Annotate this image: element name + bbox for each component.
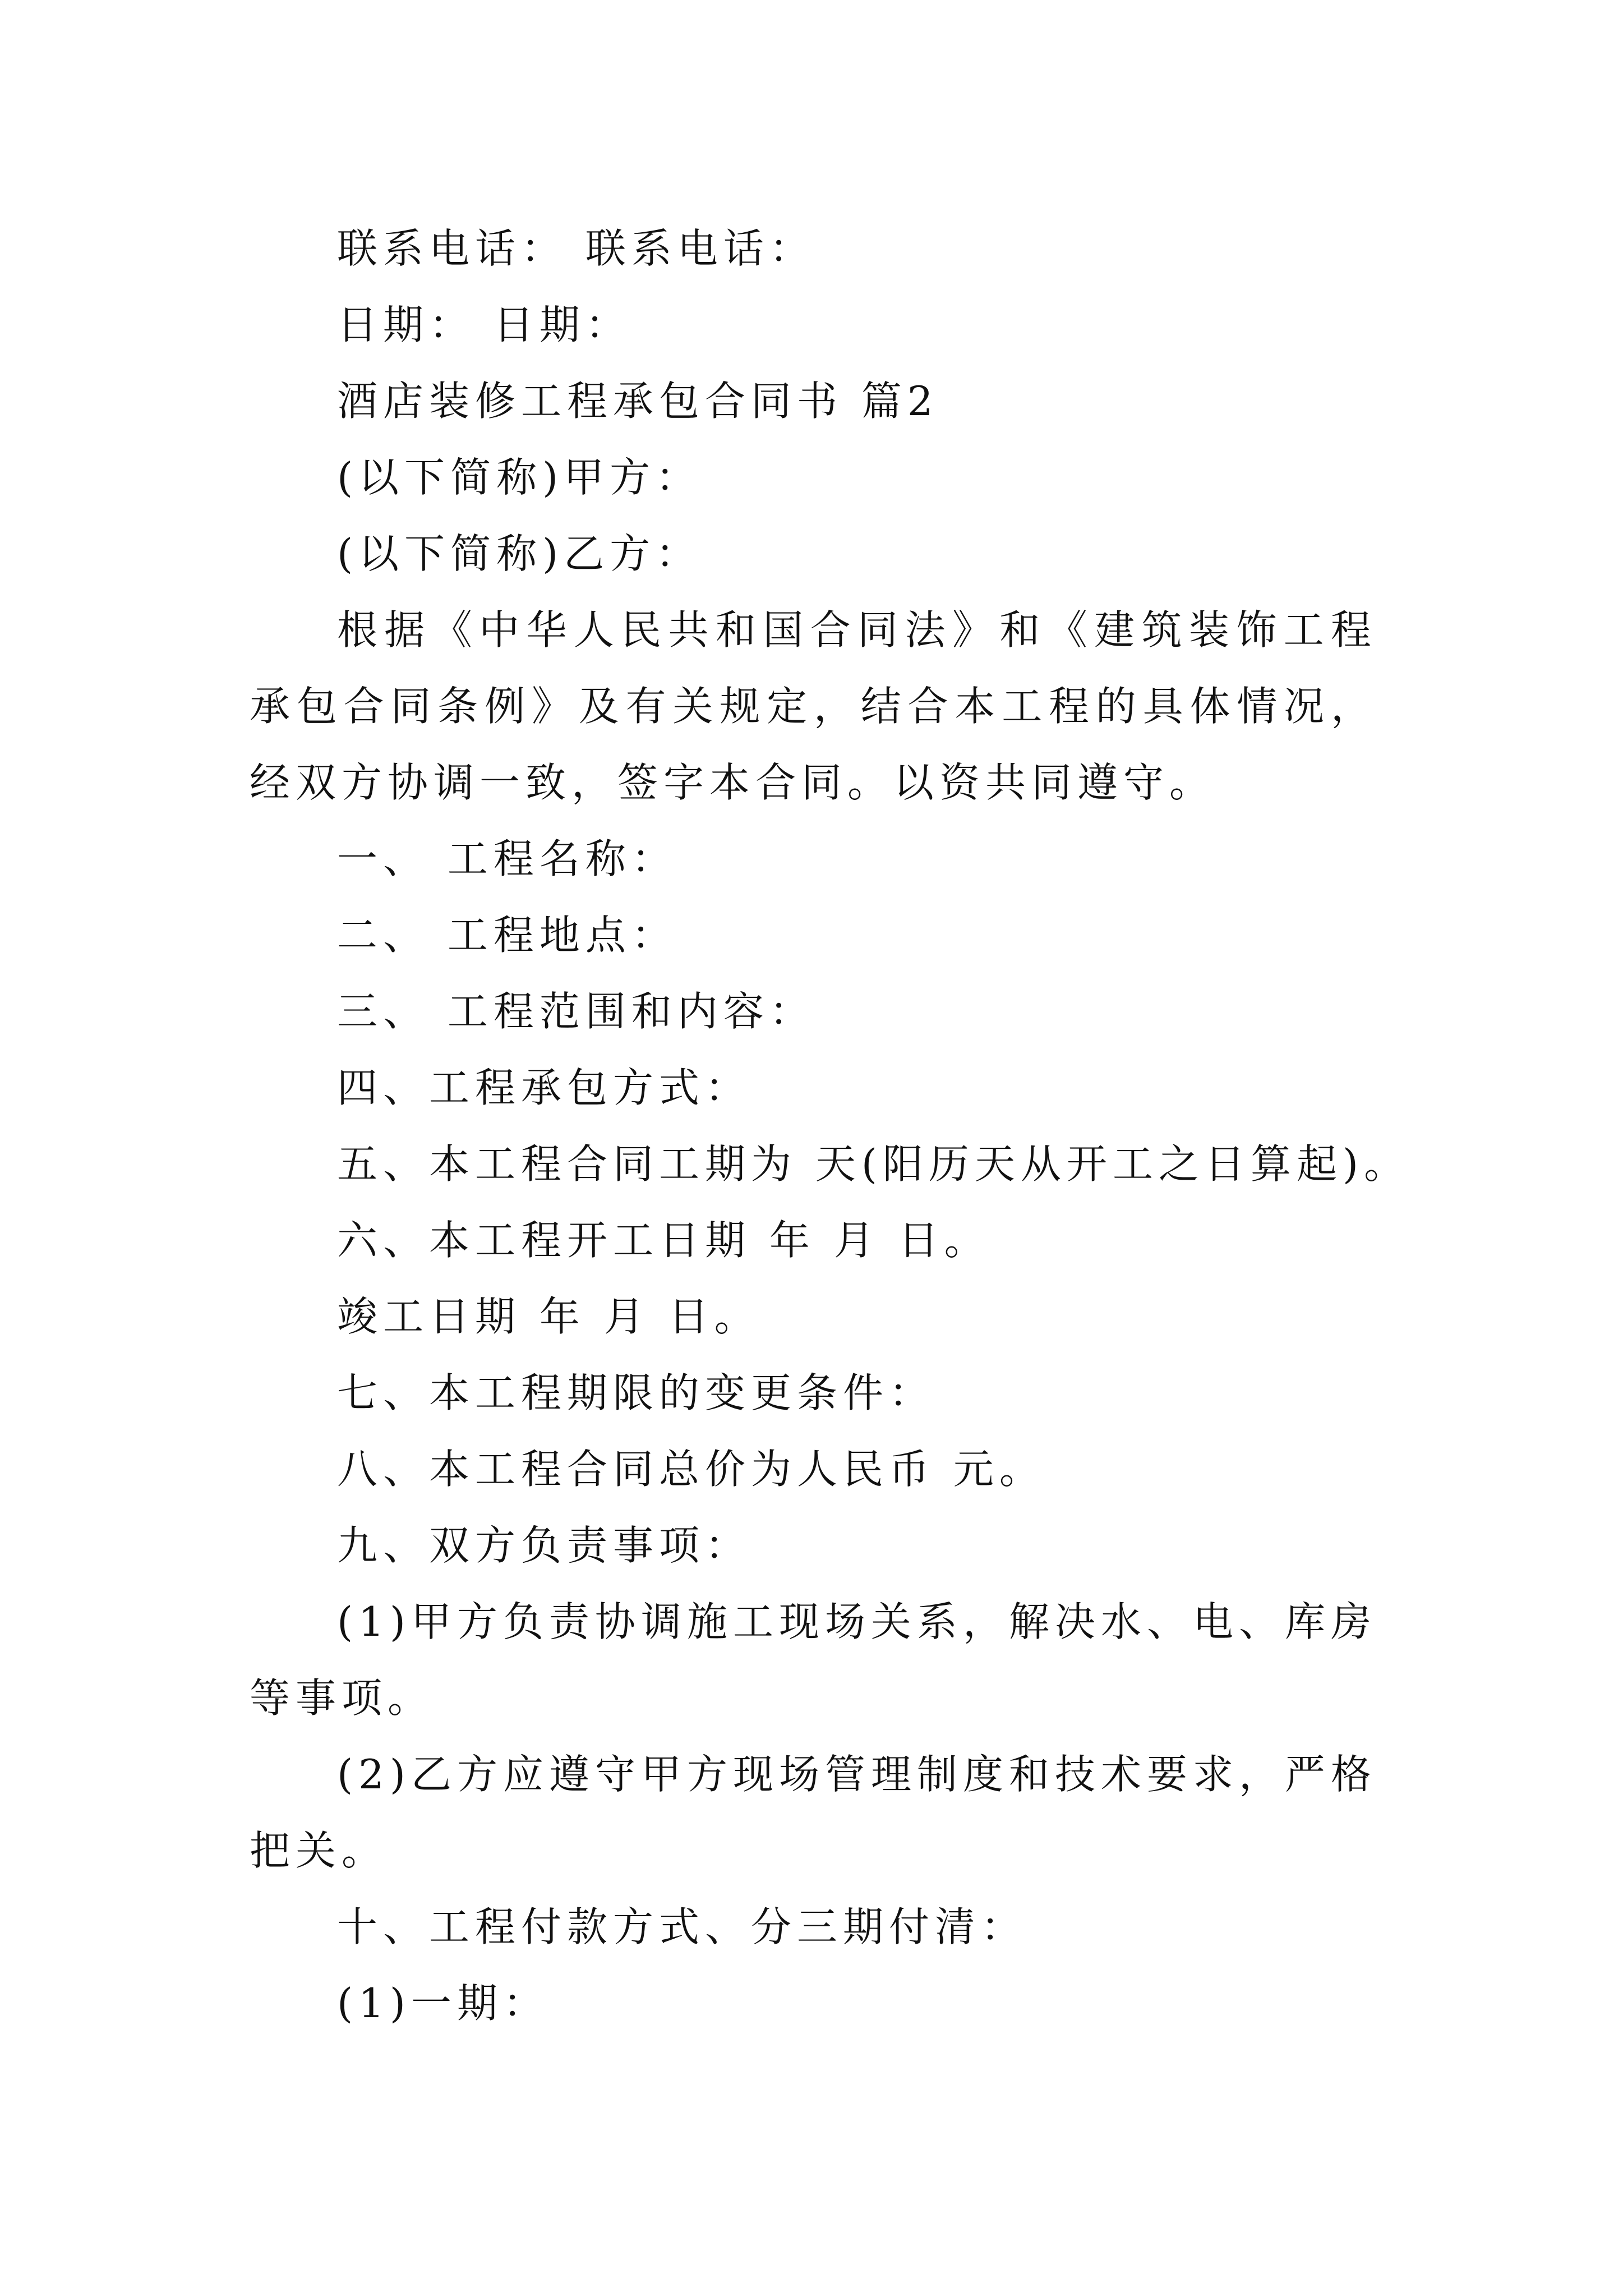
clause-change-conditions: 七、本工程期限的变更条件： [337, 1369, 935, 1416]
document-body [250, 210, 1410, 2041]
party-a-line: (以下简称)甲方： [337, 454, 702, 501]
clause-payment-method: 十、工程付款方式、分三期付清： [337, 1903, 1027, 1950]
payment-phase-one: (1)一期： [337, 1980, 549, 2027]
contact-phone-line: 联系电话： 联系电话： [337, 225, 815, 272]
clause-total-price: 八、本工程合同总价为人民币 元。 [337, 1446, 1045, 1493]
clause-project-location: 二、 工程地点： [337, 912, 677, 959]
clause-project-name: 一、 工程名称： [337, 835, 677, 882]
responsibility-party-a: (1)甲方负责协调施工现场关系，解决水、电、库房等事项。 [250, 1598, 1377, 1722]
clause-responsibilities: 九、双方负责事项： [337, 1522, 751, 1569]
responsibility-party-b: (2)乙方应遵守甲方现场管理制度和技术要求，严格把关。 [250, 1751, 1377, 1874]
section-title: 酒店装修工程承包合同书 篇2 [337, 378, 939, 425]
completion-date-line: 竣工日期 年 月 日。 [337, 1293, 760, 1340]
party-b-line: (以下简称)乙方： [337, 530, 702, 577]
clause-contract-method: 四、工程承包方式： [337, 1064, 751, 1111]
date-line: 日期： 日期： [337, 301, 631, 348]
intro-paragraph: 根据《中华人民共和国合同法》和《建筑装饰工程承包合同条例》及有关规定，结合本工程的具体情况，经双方协调一致，签字本合同。以资共同遵守。 [250, 606, 1377, 806]
clause-project-scope: 三、 工程范围和内容： [337, 988, 815, 1035]
clause-start-date: 六、本工程开工日期 年 月 日。 [337, 1217, 990, 1264]
clause-duration: 五、本工程合同工期为 天(阳历天从开工之日算起)。 [337, 1140, 1410, 1188]
